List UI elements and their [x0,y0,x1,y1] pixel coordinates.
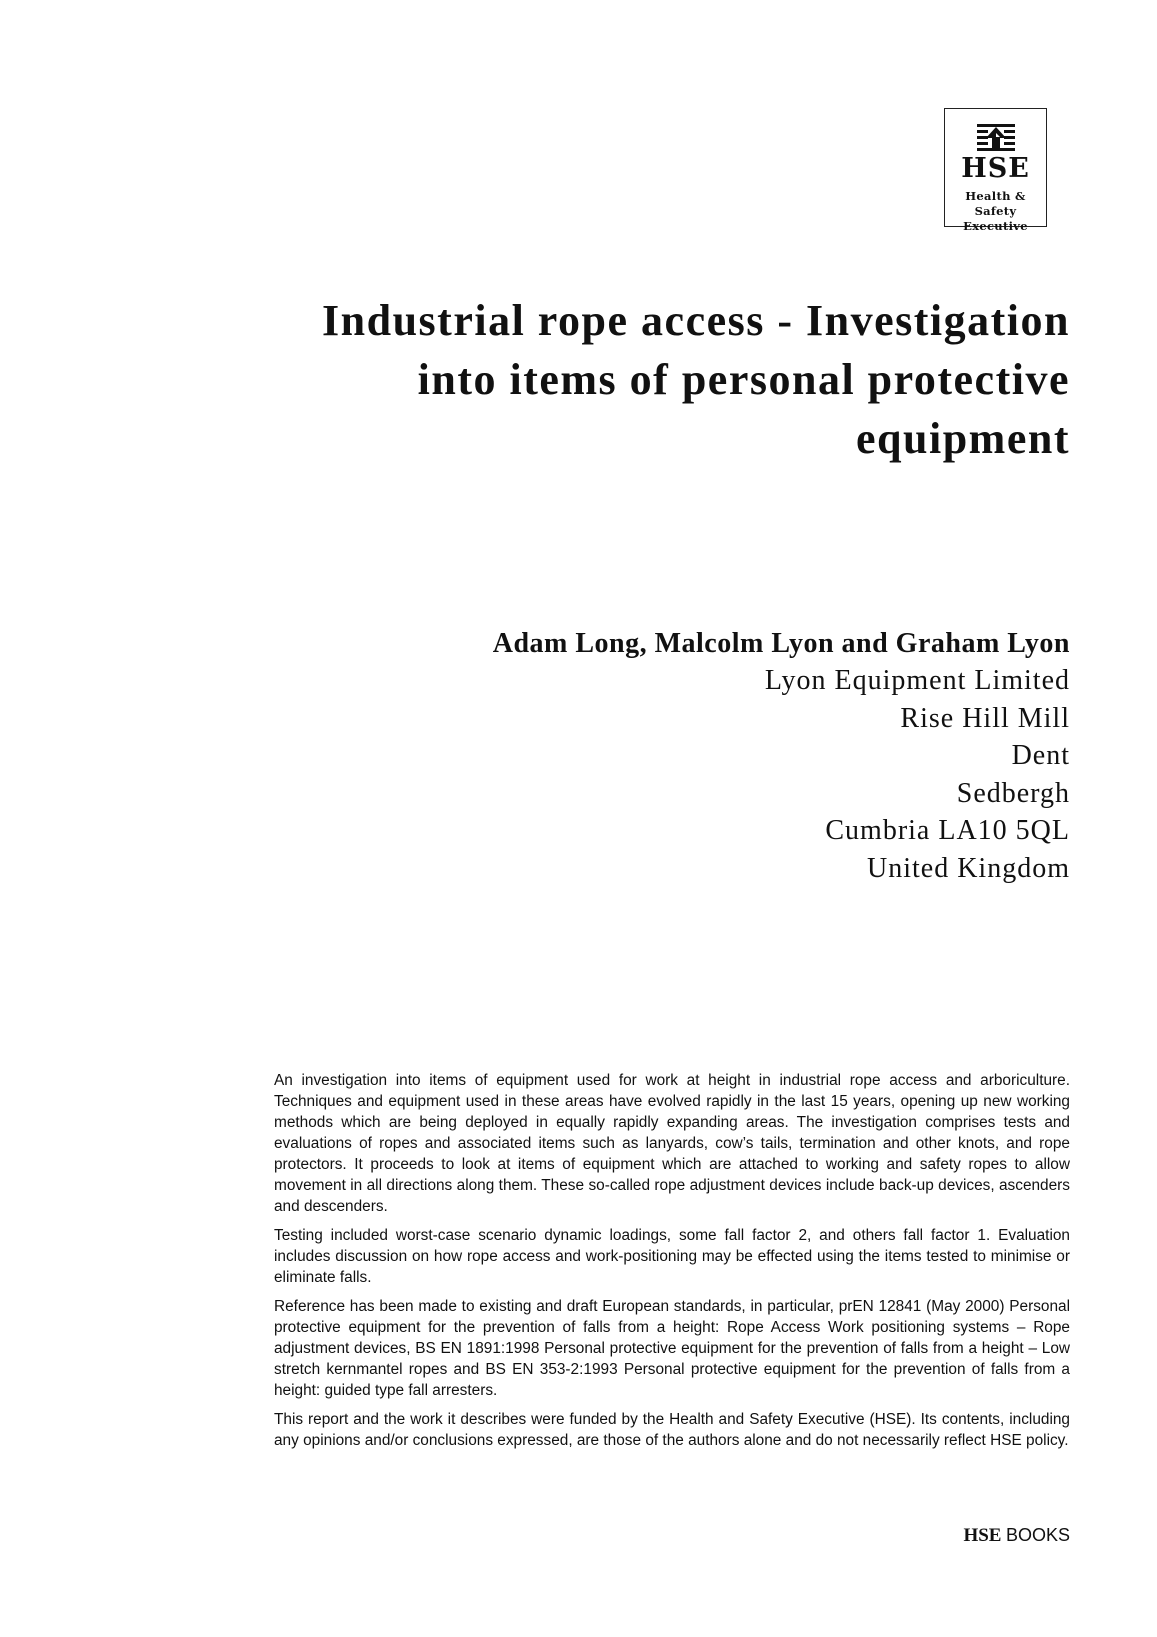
abstract [274,1070,1070,1459]
address-country: United Kingdom [867,852,1070,884]
publisher-brand-bold: HSE [963,1525,1002,1546]
authors: Adam Long, Malcolm Lyon and Graham Lyon [492,628,1070,659]
address-line-1: Rise Hill Mill [900,702,1070,734]
logo-name-line-1: Health & Safety [965,189,1026,218]
title-line-2: into items of personal protective [417,355,1070,404]
address-organisation: Lyon Equipment Limited [764,665,1070,696]
logo-name-line-2: Executive [963,219,1028,233]
address-line-4: Cumbria LA10 5QL [825,815,1070,846]
report-title [260,291,1070,468]
address-line-2: Dent [1011,740,1070,771]
title-line-1: Industrial rope access - Investigation [322,296,1070,345]
logo-organisation-name [945,189,1046,234]
abstract-paragraph-1: An investigation into items of equipment used for work at height in industrial rope access and arboriculture. Techniques and equipment used in these areas have evolved rapidly in the last 15 years, opening up new working methods which are being deployed in equally rapidly expanding areas. The investigation comprises tests and evaluations of ropes and associated items such as lanyards, cow’s tails, termination and other knots, and rope protectors. It proceeds to look at items of equipment which are attached to working and safety ropes to allow movement in all directions along them. These so-called rope adjustment devices include back-up devices, ascenders and descenders. [274,1072,1070,1215]
publisher-brand-rest: BOOKS [1005,1525,1070,1545]
abstract-paragraph-4: This report and the work it describes were funded by the Health and Safety Executive (HSE). Its contents, including any opinions and/or conclusions expressed, are those of the authors alone and do not necessarily reflect HSE policy. [274,1411,1070,1449]
abstract-paragraph-3: Reference has been made to existing and draft European standards, in particular, prEN 12841 (May 2000) Personal protective equipment for the prevention of falls from a height: Rope Access Work positioning systems – Rope adjustment devices, BS EN 1891:1998 Personal protective equipment for the prevention of falls from a height – Low stretch kernmantel ropes and BS EN 353-2:1993 Personal protective equipment for the prevention of falls from a height: guided type fall arresters. [274,1298,1070,1399]
logo-abbreviation: HSE [961,153,1030,184]
hse-logo-icon [975,123,1017,155]
hse-logo [944,108,1047,233]
abstract-paragraph-2: Testing included worst-case scenario dynamic loadings, some fall factor 2, and others fall factor 1. Evaluation includes discussion on how rope access and work-positioning may be effected using the items tested to minimise or eliminate falls. [274,1227,1070,1286]
publisher-brand [963,1524,1070,1547]
author-address [300,662,1070,887]
title-line-3: equipment [856,414,1070,463]
address-line-3: Sedbergh [956,777,1070,809]
